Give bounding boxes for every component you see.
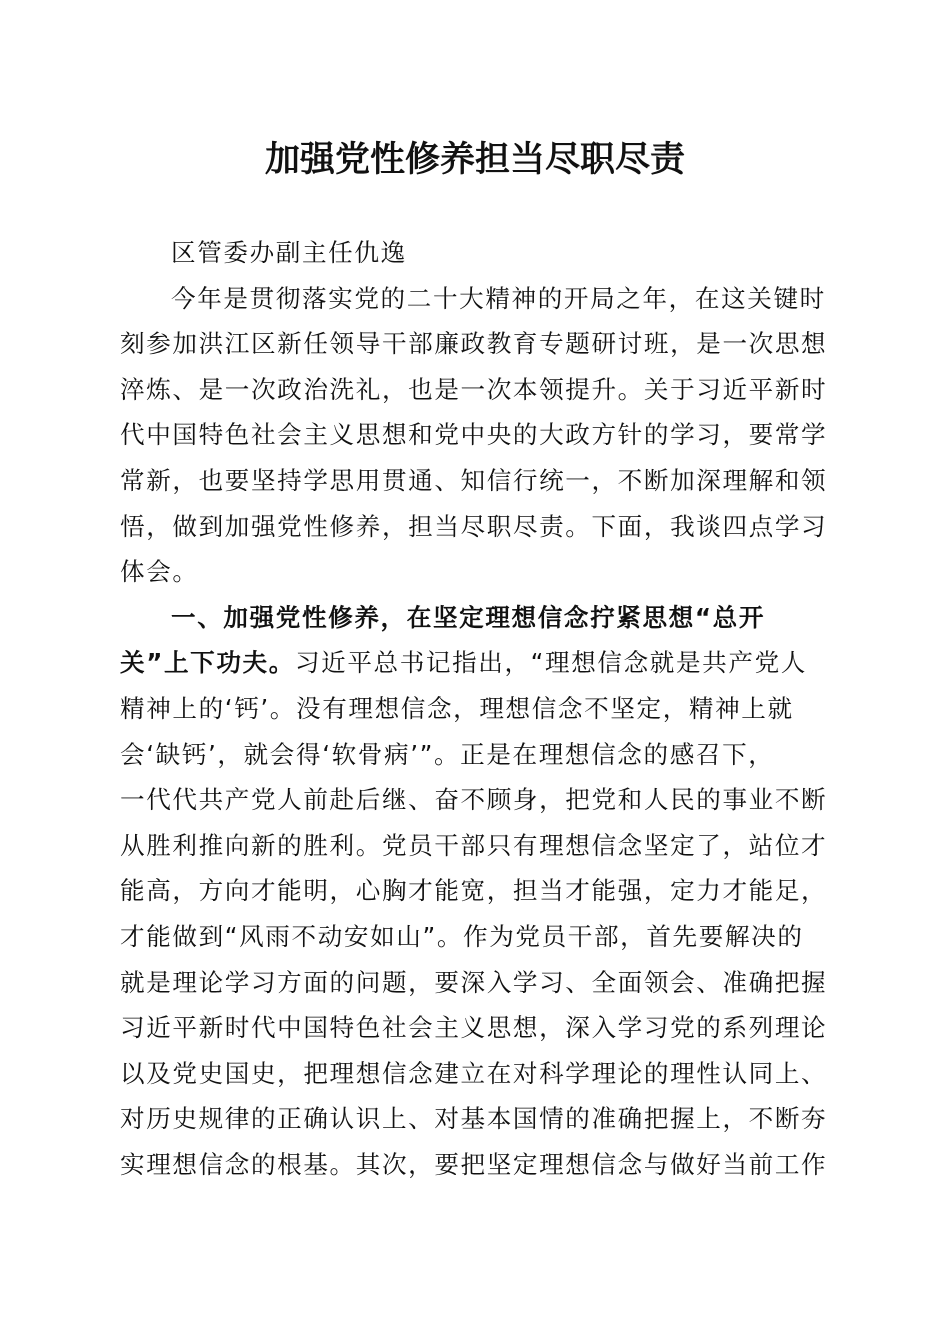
section-heading-tail: 关”上下功夫。	[120, 648, 295, 678]
document-title: 加强党性修养担当尽职尽责	[264, 139, 685, 180]
paragraph-line: 对历史规律的正确认识上、对基本国情的准确把握上，不断夯	[120, 1104, 828, 1134]
section-text-start: 习近平总书记指出，“理想信念就是共产党人	[294, 648, 807, 678]
paragraph-line: 会‘缺钙’，就会得‘软骨病’”。正是在理想信念的感召下，	[120, 739, 775, 769]
paragraph-line: 一代代共产党人前赴后继、奋不顾身，把党和人民的事业不断	[120, 785, 828, 815]
paragraph-line: 精神上的‘钙’。没有理想信念，理想信念不坚定，精神上就	[120, 693, 794, 723]
paragraph-line: 悟，做到加强党性修养，担当尽职尽责。下面，我谈四点学习	[120, 511, 828, 541]
paragraph-line: 代中国特色社会主义思想和党中央的大政方针的学习，要常学	[120, 420, 828, 450]
paragraph-line: 刻参加洪江区新任领导干部廉政教育专题研讨班，是一次思想	[120, 329, 828, 359]
paragraph-line: 能高，方向才能明，心胸才能宽，担当才能强，定力才能足，	[120, 876, 828, 906]
paragraph-line: 就是理论学习方面的问题，要深入学习、全面领会、准确把握	[120, 967, 828, 997]
paragraph-intro	[120, 276, 832, 595]
paragraph-line: 实理想信念的根基。其次，要把坚定理想信念与做好当前工作	[120, 1149, 828, 1179]
paragraph-line: 常新，也要坚持学思用贯通、知信行统一，不断加深理解和领	[120, 465, 828, 495]
paragraph-line: 淬炼、是一次政治洗礼，也是一次本领提升。关于习近平新时	[120, 374, 828, 404]
paragraph-line: 今年是贯彻落实党的二十大精神的开局之年，在这关键时	[171, 283, 826, 313]
section-one	[120, 595, 832, 1188]
paragraph-line: 从胜利推向新的胜利。党员干部只有理想信念坚定了，站位才	[120, 830, 828, 860]
paragraph-line: 习近平新时代中国特色社会主义思想，深入学习党的系列理论	[120, 1013, 828, 1043]
paragraph-line: 以及党史国史，把理想信念建立在对科学理论的理性认同上、	[120, 1058, 828, 1088]
document-body	[120, 230, 832, 1187]
paragraph-line: 体会。	[120, 557, 199, 587]
author-line: 区管委办副主任仇逸	[171, 238, 407, 267]
section-heading-continuation	[120, 640, 832, 686]
section-heading: 一、加强党性修养，在坚定理想信念拧紧思想“总开	[171, 602, 766, 632]
paragraph-line: 才能做到“风雨不动安如山”。作为党员干部，首先要解决的	[120, 921, 804, 951]
